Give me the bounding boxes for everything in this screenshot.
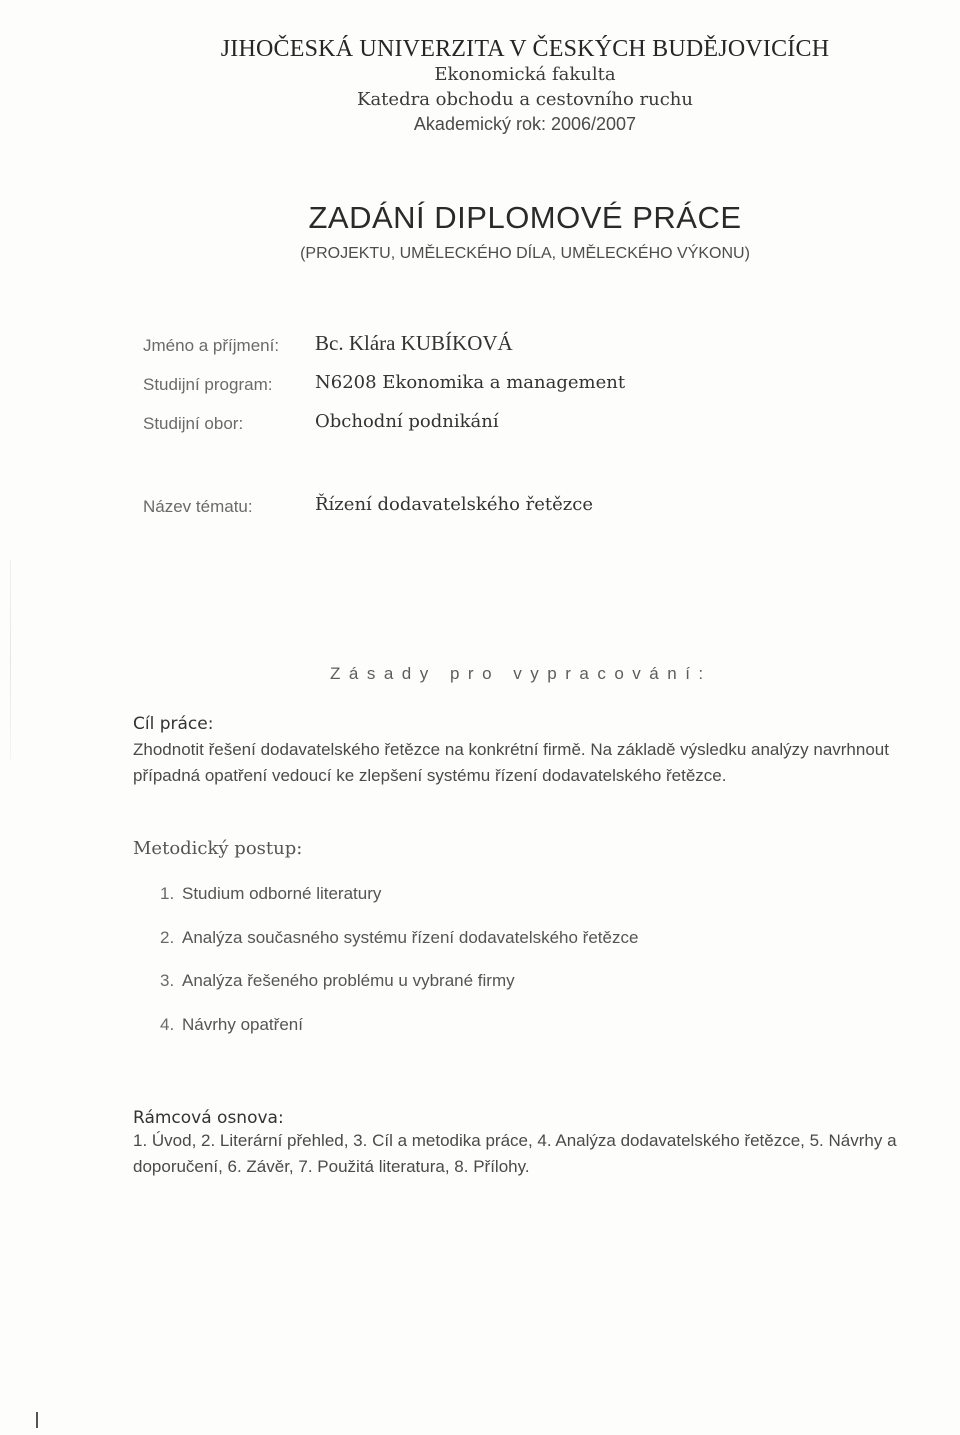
step-text: Studium odborné literatury — [182, 884, 382, 903]
scan-mark — [36, 1412, 38, 1428]
method-step — [160, 884, 638, 928]
topic-value: Řízení dodavatelského řetězce — [315, 494, 593, 515]
step-text: Návrhy opatření — [182, 1014, 303, 1034]
method-heading: Metodický postup: — [133, 838, 303, 859]
step-text: Analýza současného systému řízení dodavatelského řetězce — [182, 927, 639, 947]
step-number: 1. — [160, 884, 175, 903]
program-value: N6208 Ekonomika a management — [315, 372, 626, 393]
step-text: Analýza řešeného problému u vybrané firmy — [182, 971, 515, 990]
document-title: ZADÁNÍ DIPLOMOVÉ PRÁCE — [308, 200, 742, 235]
step-number: 3. — [160, 971, 175, 990]
method-step — [160, 928, 638, 972]
outline-text: 1. Úvod, 2. Literární přehled, 3. Cíl a metodika práce, 4. Analýza dodavatelského řetězce, 5. Návrhy a doporučení, 6. Závěr, 7. Použitá literatura, 8. Přílohy. — [133, 1131, 897, 1176]
name-value: Bc. Klára KUBÍKOVÁ — [315, 331, 513, 355]
name-label: Jméno a příjmení: — [143, 336, 280, 355]
program-label: Studijní program: — [143, 375, 273, 394]
goal-text: Zhodnotit řešení dodavatelského řetězce na konkrétní firmě. Na základě výsledku analýzy navrhnout případná opatření vedoucí ke zlepšení systému řízení dodavatelského řetězce. — [133, 740, 889, 785]
academic-year: Akademický rok: 2006/2007 — [413, 114, 637, 134]
step-number: 2. — [160, 927, 175, 947]
field-of-study-value: Obchodní podnikání — [315, 411, 499, 432]
step-number: 4. — [160, 1014, 175, 1034]
field-of-study-label: Studijní obor: — [143, 414, 244, 433]
topic-label: Název tématu: — [143, 497, 253, 516]
faculty-name: Ekonomická fakulta — [434, 64, 616, 85]
method-steps-list — [160, 884, 638, 1058]
university-name: JIHOČESKÁ UNIVERZITA V ČESKÝCH BUDĚJOVICÍCH — [220, 36, 830, 62]
goal-heading: Cíl práce: — [133, 714, 214, 734]
method-step — [160, 971, 638, 1015]
document-subtitle: (PROJEKTU, UMĚLECKÉHO DÍLA, UMĚLECKÉHO VÝKONU) — [300, 245, 750, 262]
outline-heading: Rámcová osnova: — [133, 1108, 284, 1128]
principles-heading: Zásady pro vypracování: — [330, 664, 712, 683]
method-step — [160, 1015, 638, 1059]
scan-artifact — [10, 560, 11, 760]
department-name: Katedra obchodu a cestovního ruchu — [357, 89, 693, 110]
